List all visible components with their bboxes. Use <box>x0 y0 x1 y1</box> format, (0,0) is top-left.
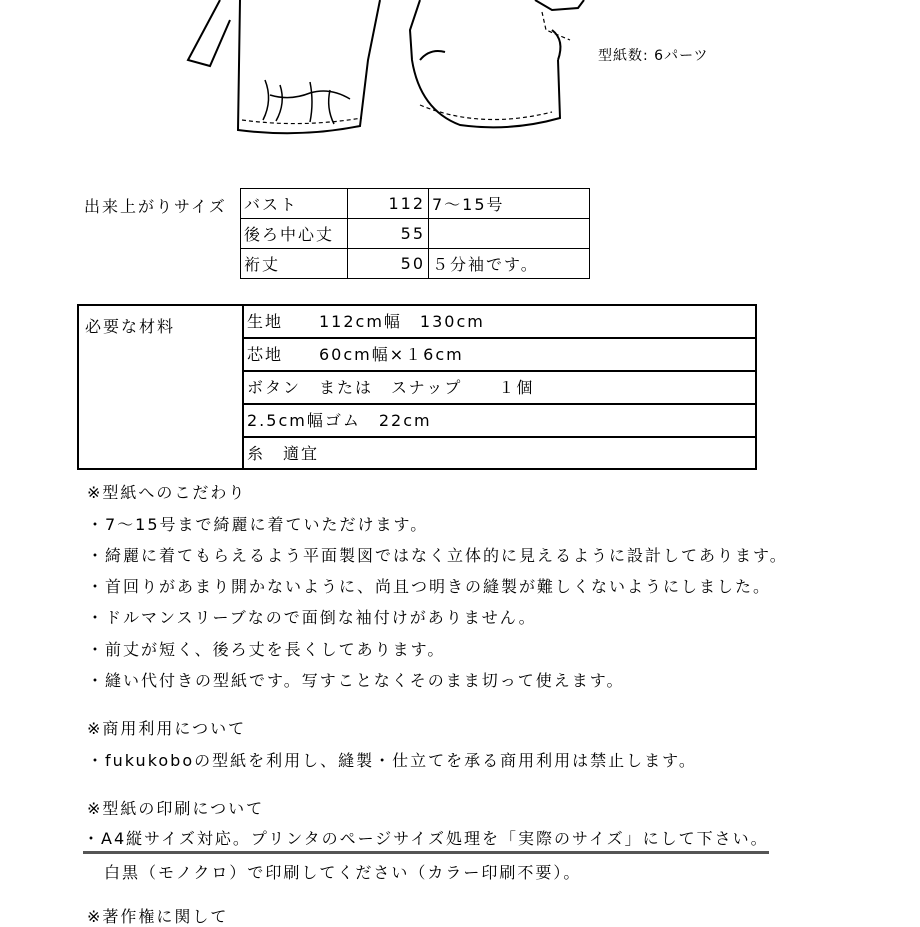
finished-size-label: 出来上がりサイズ <box>84 197 227 216</box>
size-name: バスト <box>241 189 348 219</box>
commercial-use-heading: ※商用利用について <box>87 719 247 738</box>
size-value: 50 <box>348 249 429 279</box>
size-note <box>429 219 590 249</box>
pattern-point: ・ドルマンスリーブなので面倒な袖付けがありません。 <box>87 608 537 627</box>
material-item: 生地 112cm幅 130cm <box>244 306 755 339</box>
printing-text-mono: 白黒（モノクロ）で印刷してください（カラー印刷不要）。 <box>104 863 582 882</box>
size-note: 7～15号 <box>429 189 590 219</box>
material-item: ボタン または スナップ １個 <box>244 372 755 405</box>
garment-sketch-illustration <box>180 0 600 150</box>
printing-heading: ※型紙の印刷について <box>87 799 265 818</box>
commercial-use-text: ・fukukoboの型紙を利用し、縫製・仕立てを承る商用利用は禁止します。 <box>87 751 697 770</box>
pattern-commitment-heading: ※型紙へのこだわり <box>87 483 247 502</box>
table-row <box>241 249 590 279</box>
material-item: 芯地 60cm幅×１6cm <box>244 339 755 372</box>
pattern-point: ・前丈が短く、後ろ丈を長くしてあります。 <box>87 640 446 659</box>
table-row <box>241 219 590 249</box>
size-note: ５分袖です。 <box>429 249 590 279</box>
pattern-point: ・7～15号まで綺麗に着ていただけます。 <box>87 515 429 534</box>
pattern-piece-count: 型紙数: 6パーツ <box>598 48 709 64</box>
size-name: 裄丈 <box>241 249 348 279</box>
material-item: 2.5cm幅ゴム 22cm <box>244 405 755 438</box>
copyright-heading: ※著作権に関して <box>87 907 229 926</box>
materials-table <box>77 304 757 470</box>
printing-text-size: ・A4縦サイズ対応。プリンタのページサイズ処理を「実際のサイズ」にして下さい。 <box>83 826 769 854</box>
pattern-point: ・首回りがあまり開かないように、尚且つ明きの縫製が難しくないようにしました。 <box>87 577 772 596</box>
size-value: 112 <box>348 189 429 219</box>
materials-label: 必要な材料 <box>85 317 176 336</box>
finished-size-table <box>240 188 590 279</box>
table-row <box>241 189 590 219</box>
size-value: 55 <box>348 219 429 249</box>
pattern-point: ・綺麗に着てもらえるよう平面製図ではなく立体的に見えるように設計してあります。 <box>87 546 788 565</box>
material-item: 糸 適宜 <box>247 444 320 463</box>
pattern-point: ・縫い代付きの型紙です。写すことなくそのまま切って使えます。 <box>87 671 625 690</box>
size-name: 後ろ中心丈 <box>241 219 348 249</box>
